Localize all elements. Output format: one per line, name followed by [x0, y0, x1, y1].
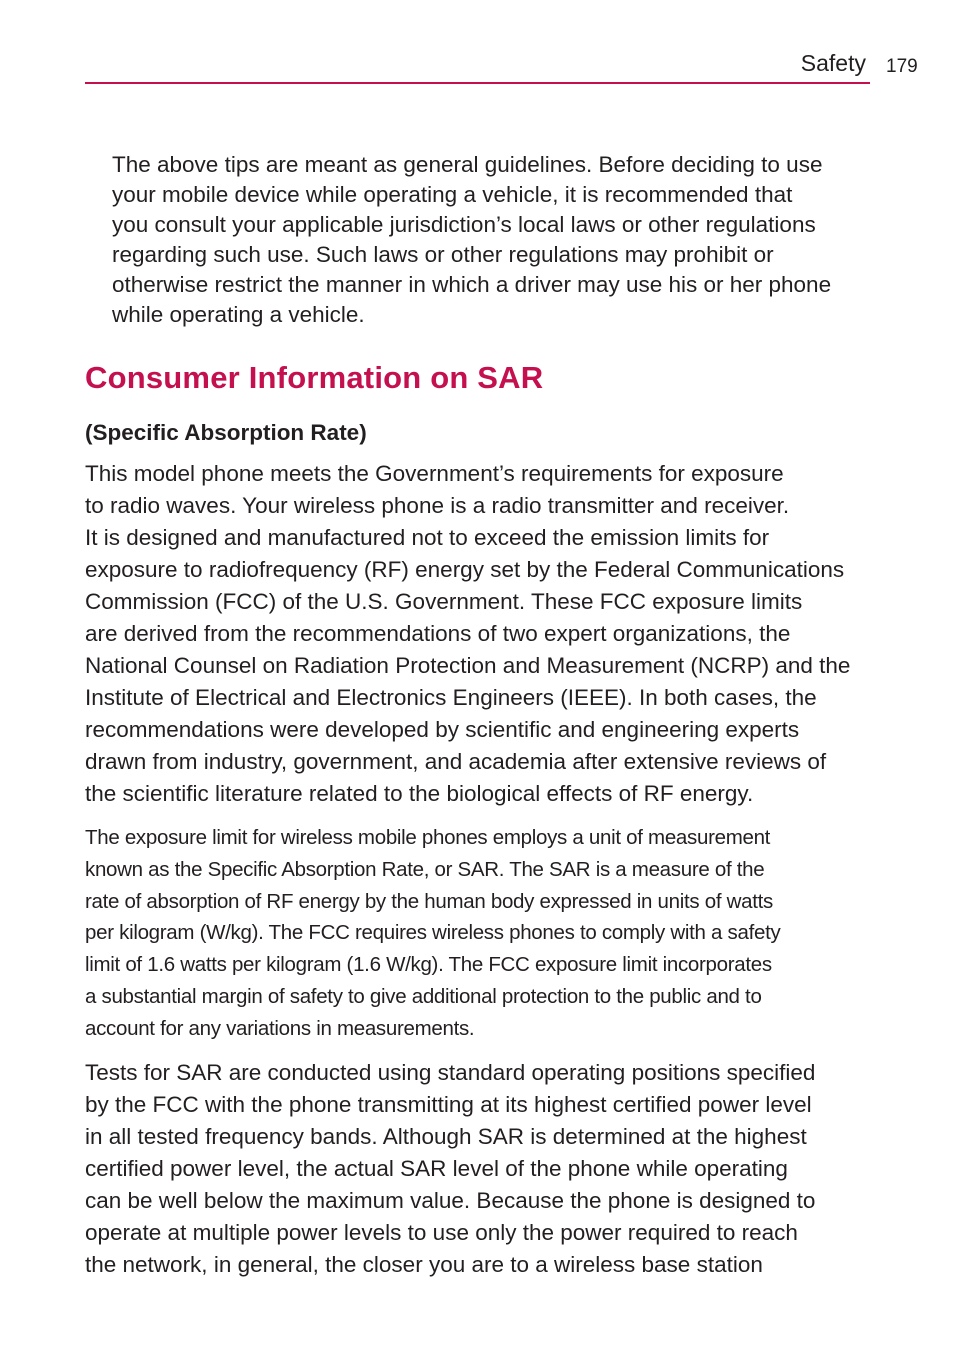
page-header: [85, 48, 870, 84]
text-line: while operating a vehicle.: [112, 302, 365, 327]
body-paragraph: [85, 822, 875, 1045]
text-line: you consult your applicable jurisdiction’s local laws or other regulations: [112, 212, 816, 237]
text-line: This model phone meets the Government’s requirements for exposure: [85, 461, 784, 486]
text-line: by the FCC with the phone transmitting at its highest certified power level: [85, 1092, 812, 1117]
text-line: otherwise restrict the manner in which a driver may use his or her phone: [112, 272, 832, 297]
text-line: The above tips are meant as general guidelines. Before deciding to use: [112, 152, 823, 177]
intro-paragraph: [112, 150, 882, 330]
section-title: Consumer Information on SAR: [85, 360, 544, 395]
text-line: regarding such use. Such laws or other regulations may prohibit or: [112, 242, 774, 267]
text-line: exposure to radiofrequency (RF) energy set by the Federal Communications: [85, 557, 845, 582]
page-number: 179: [886, 56, 918, 77]
text-line: can be well below the maximum value. Because the phone is designed to: [85, 1188, 816, 1213]
text-line: to radio waves. Your wireless phone is a radio transmitter and receiver.: [85, 493, 790, 518]
text-line: Commission (FCC) of the U.S. Government. These FCC exposure limits: [85, 589, 803, 614]
body-paragraph: [85, 458, 875, 810]
text-line: are derived from the recommendations of two expert organizations, the: [85, 621, 791, 646]
text-line: account for any variations in measurements.: [85, 1016, 475, 1040]
text-line: operate at multiple power levels to use only the power required to reach: [85, 1220, 798, 1245]
text-line: drawn from industry, government, and academia after extensive reviews of: [85, 749, 827, 774]
section-subtitle: (Specific Absorption Rate): [85, 420, 367, 445]
text-line: your mobile device while operating a vehicle, it is recommended that: [112, 182, 793, 207]
text-line: limit of 1.6 watts per kilogram (1.6 W/kg). The FCC exposure limit incorporates: [85, 953, 772, 977]
text-line: Institute of Electrical and Electronics Engineers (IEEE). In both cases, the: [85, 685, 817, 710]
text-line: per kilogram (W/kg). The FCC requires wireless phones to comply with a safety: [85, 921, 781, 945]
text-line: It is designed and manufactured not to exceed the emission limits for: [85, 525, 770, 550]
text-line: National Counsel on Radiation Protection and Measurement (NCRP) and the: [85, 653, 851, 678]
text-line: the network, in general, the closer you are to a wireless base station: [85, 1252, 763, 1277]
text-line: Tests for SAR are conducted using standard operating positions specified: [85, 1060, 816, 1085]
text-line: rate of absorption of RF energy by the human body expressed in units of watts: [85, 889, 773, 913]
body-paragraph: [85, 1057, 875, 1281]
text-line: known as the Specific Absorption Rate, or SAR. The SAR is a measure of the: [85, 857, 765, 881]
section-name: Safety: [800, 50, 866, 76]
text-line: a substantial margin of safety to give additional protection to the public and to: [85, 984, 762, 1008]
text-line: The exposure limit for wireless mobile phones employs a unit of measurement: [85, 826, 771, 849]
text-line: the scientific literature related to the biological effects of RF energy.: [85, 781, 754, 806]
text-line: certified power level, the actual SAR level of the phone while operating: [85, 1156, 788, 1181]
text-line: in all tested frequency bands. Although SAR is determined at the highest: [85, 1124, 807, 1149]
text-line: recommendations were developed by scientific and engineering experts: [85, 717, 800, 742]
